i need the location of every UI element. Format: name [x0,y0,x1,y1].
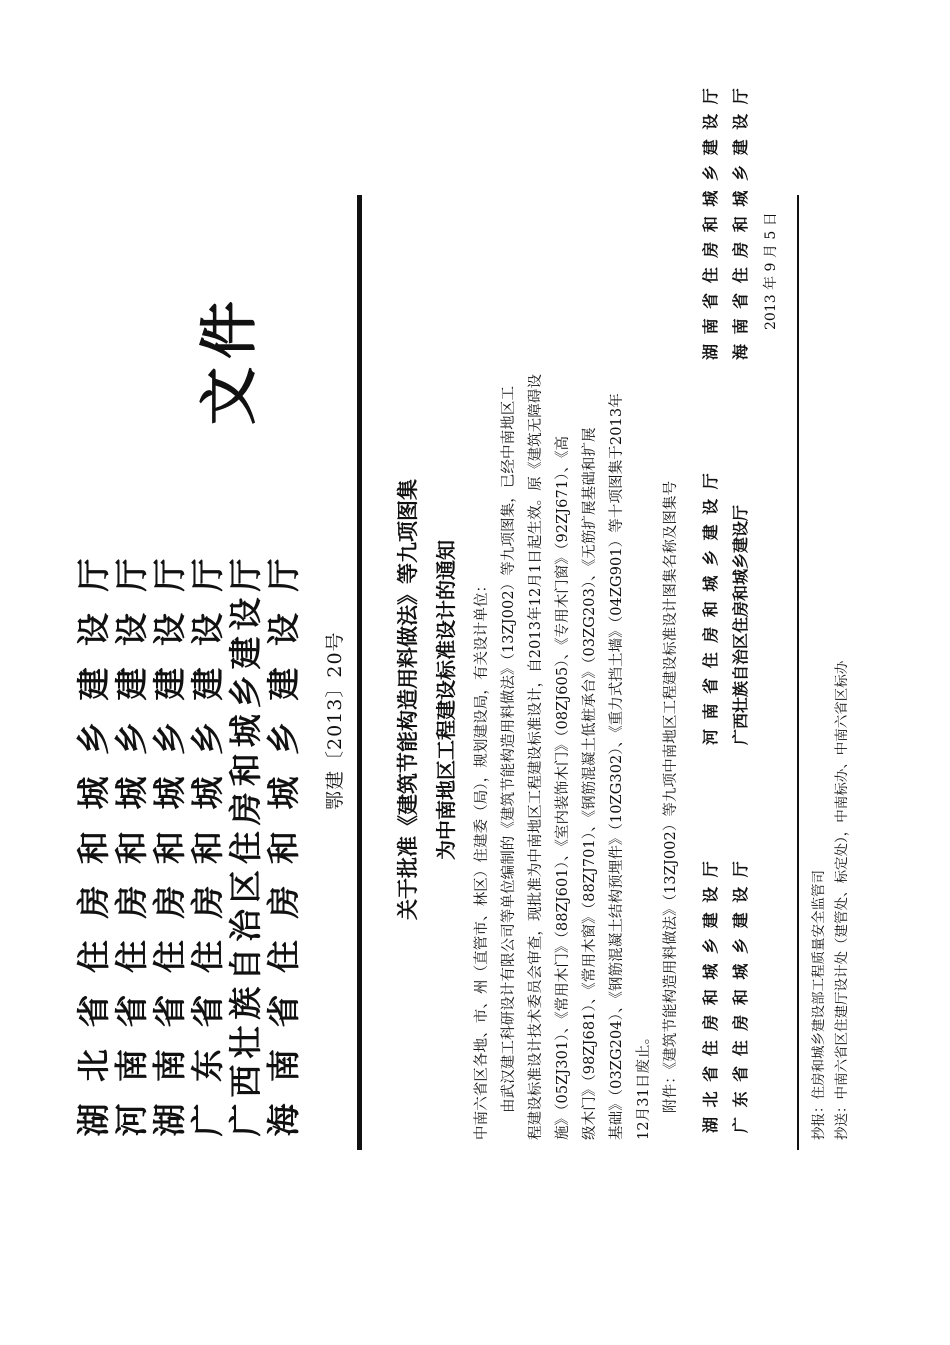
issuer-char: 和 [74,831,113,864]
issuer-char: 设 [264,613,303,646]
issuer-char: 和 [264,831,303,864]
notice-title-line-1: 关于批准《建筑节能构造用料做法》等九项图集 [396,479,420,920]
issuer-char: 乡 [74,722,113,755]
issuer-char: 住 [264,940,303,973]
issuer-char: 厅 [74,558,113,592]
footer-divider [797,195,799,1150]
body-line: 基础》（03ZG204）、《钢筋混凝土结构预埋件》（10ZG302）、《重力式挡土墙》（04ZG901）等十项图集于2013年 [609,393,625,1140]
issuer-char: 建 [74,667,113,701]
signature-hainan: 海 南 省 住 房 和 城 乡 建 设 厅 [731,86,750,360]
issuer-char: 设 [74,613,113,646]
issuer-char: 厅 [188,558,227,592]
issue-date: 2013 年 9 月 5 日 [763,212,779,330]
issuer-char: 省 [112,994,151,1028]
issuer-char: 广 [188,1103,227,1137]
issuer-char: 省 [74,994,113,1028]
body-line: 12月31日废止。 [636,1029,652,1140]
issuer-char: 住 [188,940,227,973]
issuer-char: 城 [150,776,189,810]
issuer-char: 和 [112,831,151,864]
issuer-char: 湖 [74,1103,113,1137]
attachment-line: 附件：《建筑节能构造用料做法》（13ZJ002）等九项中南地区工程建设标准设计图集名称及图集号 [663,480,679,1113]
document-type-label: 文件 [195,292,263,425]
issuer-char: 厅 [264,558,303,592]
issuer-char: 住 [74,940,113,973]
issuer-char: 住 [226,831,265,864]
issuer-char: 河 [112,1103,151,1137]
issuer-char: 房 [188,885,227,919]
issuer-char: 海 [264,1103,303,1137]
issuer-char: 设 [150,613,189,646]
issuer-char: 房 [74,885,113,919]
issuer-char: 南 [264,1049,303,1082]
header-divider [357,195,362,1150]
body-line: 由武汉建工科研设计有限公司等单位编制的《建筑节能构造用料做法》（13ZJ002）等九项图集，已经中南地区工 [501,385,517,1113]
body-line: 施》（05ZJ301）、《常用木门》（88ZJ601）、《室内装饰木门》（08ZJ605）、《专用木门窗》（92ZJ671）、《高 [555,435,571,1140]
notice-title-line-2: 为中南地区工程建设标准设计的通知 [434,540,458,860]
issuer-char: 厅 [226,558,265,592]
issuer-char: 建 [112,667,151,701]
issuer-char: 城 [112,776,151,810]
issuer-char: 和 [226,753,265,787]
issuer-char: 广 [226,1103,265,1137]
issuer-char: 省 [188,994,227,1028]
issuer-char: 设 [226,597,265,631]
signature-guangdong: 广 东 省 住 房 和 城 乡 建 设 厅 [731,859,750,1133]
issuer-char: 城 [188,776,227,810]
issuer-char: 住 [150,940,189,973]
signature-guangxi: 广西壮族自治区住房和城乡建设厅 [731,504,750,745]
issuer-char: 厅 [150,558,189,592]
issuer-char: 房 [150,885,189,919]
issuer-char: 东 [188,1049,227,1082]
issuer-char: 房 [226,792,265,826]
issuer-char: 建 [150,667,189,701]
body-line: 级木门》（98ZJ681）、《常用木窗》（88ZJ701）、《钢筋混凝土低桩承台》（03ZG203）、《无筋扩展基础和扩展 [582,427,598,1140]
issuer-char: 城 [264,776,303,810]
issuer-char: 乡 [112,722,151,755]
issuer-char: 省 [150,994,189,1028]
issuer-char: 房 [112,885,151,919]
signature-hunan: 湖 南 省 住 房 和 城 乡 建 设 厅 [701,86,720,360]
issuer-char: 湖 [150,1103,189,1137]
issuer-char: 和 [150,831,189,864]
issuer-char: 壮 [226,1025,265,1059]
issuer-char: 厅 [112,558,151,592]
issuer-char: 住 [112,940,151,973]
salutation: 中南六省区各地、市、州（直管市、林区）住建委（局），规划建设局，有关设计单位： [474,577,490,1140]
issuer-char: 乡 [264,722,303,755]
body-line: 程建设标准设计技术委员会审查，现批准为中南地区工程建设标准设计，自2013年12月1日起生效。原《建筑无障碍设 [528,373,544,1140]
issuer-char: 乡 [188,722,227,755]
document-number: 鄂建〔2013〕20号 [324,631,346,810]
issuer-char: 乡 [226,675,265,709]
report-to-line: 抄报：住房和城乡建设部工程质量安全监管司 [811,870,827,1140]
issuer-char: 省 [264,994,303,1028]
issuer-char: 城 [74,776,113,810]
signature-henan: 河 南 省 住 房 和 城 乡 建 设 厅 [701,471,720,745]
signature-hubei: 湖 北 省 住 房 和 城 乡 建 设 厅 [701,859,720,1133]
issuer-char: 西 [226,1064,265,1098]
issuer-char: 自 [226,947,265,981]
issuer-char: 设 [188,613,227,646]
issuer-char: 族 [226,986,265,1020]
issuer-char: 乡 [150,722,189,755]
issuer-char: 建 [226,636,265,670]
issuer-char: 建 [264,667,303,701]
issuer-char: 北 [74,1049,113,1082]
issuer-char: 南 [112,1049,151,1082]
issuer-char: 房 [264,885,303,919]
issuer-char: 区 [226,869,265,903]
issuer-char: 治 [226,908,265,942]
issuer-char: 建 [188,667,227,701]
issuer-char: 城 [226,714,265,748]
issuer-char: 南 [150,1049,189,1082]
copy-to-line: 抄送：中南六省区住建厅设计处（建管处、标定处），中南标办、中南六省区标办 [834,660,850,1140]
issuer-char: 设 [112,613,151,646]
issuer-char: 和 [188,831,227,864]
